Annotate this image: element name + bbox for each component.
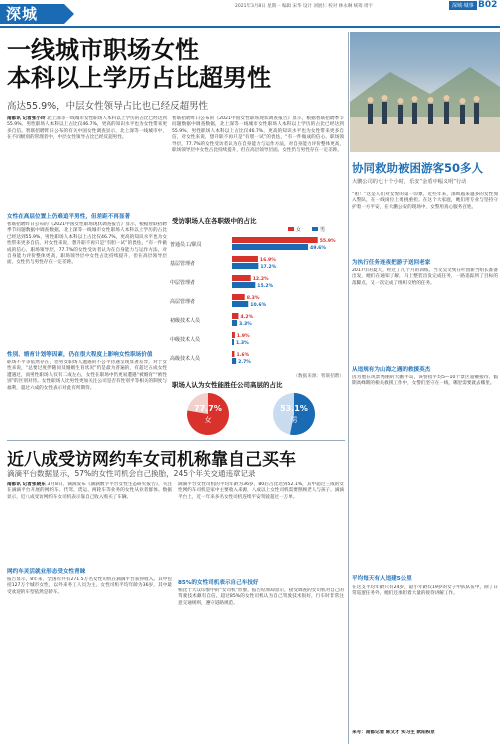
bar-value-label: 15.2% bbox=[257, 284, 274, 289]
news-photo bbox=[350, 32, 500, 152]
legend-swatch-1 bbox=[312, 227, 318, 231]
female-pie-value: 77.7% bbox=[194, 404, 222, 413]
category-label: 中层管理者 bbox=[170, 280, 196, 286]
bar-female bbox=[232, 256, 258, 262]
bar-value-label: 16.9% bbox=[259, 258, 276, 263]
story-divider bbox=[7, 440, 345, 441]
bar-chart bbox=[168, 225, 346, 380]
page-header bbox=[0, 0, 500, 26]
bar-male bbox=[232, 263, 258, 269]
bar-value-label: 17.2% bbox=[260, 265, 277, 270]
headline-line-2: 本科以上学历占比超男性 bbox=[7, 64, 271, 92]
category-label: 高层管理者 bbox=[170, 299, 196, 305]
bar-male bbox=[232, 358, 236, 364]
pie-chart-title: 职场人认为女性能胜任公司高层的占比 bbox=[172, 381, 283, 389]
edition-info: 2021年3月8日 星期一 编辑 宋华 设计 刘展仁 校对 林永琳 统筹 周宇 bbox=[235, 4, 374, 9]
story2-section-2-title: 85%的女性司机表示自己车技好 bbox=[178, 580, 259, 586]
lead-byline: 南都讯 记者张小玲 bbox=[7, 116, 46, 121]
category-label: 普通员工/职员 bbox=[170, 242, 202, 248]
bar-female bbox=[232, 313, 238, 319]
headline-line-1: 一线城市职场女性 bbox=[7, 36, 199, 64]
header-rule bbox=[0, 26, 500, 28]
column-divider bbox=[348, 32, 349, 744]
bar-male bbox=[232, 320, 237, 326]
lead-text: 北上深等一线城市女性职场人本科以上学历的占比已经达到55.9%，男性职场人本科以上占比仅46.7%，更高的知识水平也为女性带来更多自信。智联招聘昨日公布的有关中国女性调查显示，北上深等一线城市中，在不同级别的管理者中，中层女性领导占比已经反超男性。 bbox=[7, 116, 167, 141]
section-1-text: 智联招聘昨日公布的《2021中国女性职场现状调查报告》显示，根据智联招聘季节问题数据中调查数据，北上深等一线城市女性职场人本科以上学历的占比已经达到55.9%，男性职场人本科以上占比仅46.7%，更高的知识水平也为女性带来更多自信，对女性来说，想升职不再只是“有胆一试”的畏怯，“有一件做成的信心、职场领导层，77.7%的女性受访者认为在自身能力与运作方法，对自身能力评价整体更高，职场领导层中女性占比持续提升，但在高层领导层面，女性仍与男性存在一定差距。 bbox=[7, 222, 167, 266]
bar-male bbox=[232, 339, 234, 345]
bar-chart-title: 受访职场人在各职级中的占比 bbox=[172, 217, 257, 225]
page-number: B02 bbox=[478, 0, 498, 10]
right-section-2-title: 从违规有为山海之遇的救援英杰 bbox=[352, 367, 431, 373]
story2-headline: 近八成受访网约车女司机称靠自己买车 bbox=[7, 450, 296, 470]
bar-value-label: 3.3% bbox=[239, 322, 252, 327]
bar-male bbox=[232, 301, 248, 307]
bar-value-label: 8.3% bbox=[246, 296, 260, 301]
story2-col2-text: 滴滴平台女性司机的平均年龄为36岁，80后占比达到52.1%，其中超过三成的女性网约车司机是家中主要收入来源，八成以上女性司机需要照顾老人与孩子。滴滴平台上，近一年来多名女性司机连续平安驾驶超过一万单。 bbox=[178, 482, 344, 500]
right-article-title: 协同救助被困游客50多人 bbox=[352, 161, 484, 175]
story2-lead bbox=[7, 482, 172, 562]
right-section-3-text: 在这支平均年龄只有24岁，最小年龄仅19岁的女子中队队伍中，除了日常巡逻任务外，她们还承担着大量的接待讲解工作。 bbox=[352, 585, 498, 597]
bar-female bbox=[232, 332, 235, 338]
section-tag: 深城·城事 bbox=[449, 1, 477, 10]
section-2-text: 职场不平等依然存在，但男女职场人遭遇的不公平待遇呈现显著差异，对于女性来说，“总要过度伴随问及婚姻生育状况”仍是最为普遍的，有超过五成女性遭遇过，而男性职场人仅有二成左右，女性在职场中仍更易遭遇“被婚育”“被性别”的区别对待。女性职场人比男性更加关注公司是否有性别平等相关的制度与福利，超过六成的女性表示对此有所期待。 bbox=[7, 360, 167, 391]
category-label: 初级技术人员 bbox=[170, 318, 201, 324]
bar-value-label: 55.9% bbox=[319, 239, 336, 244]
legend-swatch-0 bbox=[288, 227, 294, 231]
male-pie-value: 53.1% bbox=[280, 404, 308, 413]
category-label: 中级技术人员 bbox=[170, 337, 201, 343]
lead-continued-text: 智联招聘昨日公布的《2021中国女性职场现状调查报告》显示，根据智联招聘季节问题数据中调查数据，北上深等一线城市女性职场人本科以上学历的占比已经达到55.9%，男性职场人本科以上占比仅46.7%，更高的知识水平也为女性带来更多自信，对女性来说，想升职不再只是“有胆一试”的畏怯，“有一件做成的信心、职场领导层，77.7%的女性受访者认为在自身能力与运作方法，对自身能力评价整体更高，职场领导层中女性占比持续提升，但在高层领导层面，女性仍与男性存在一定差距。 bbox=[172, 116, 344, 154]
chart-source: （数据来源：智联招聘） bbox=[293, 374, 344, 379]
female-pie-label: 女 bbox=[204, 416, 212, 424]
pie-chart bbox=[172, 390, 347, 438]
bar-value-label: 1.9% bbox=[236, 334, 250, 339]
headline-subtitle: 高达55.9%，中层女性领导占比也已经反超男性 bbox=[7, 101, 209, 112]
story2-subtitle: 滴滴平台数据显示，57%的女性司机会自己换胎，245个年关交通违章记录 bbox=[7, 469, 256, 478]
story2-section-2-text: 相比于大众印象中的“女司机”形象，报告结果却显示，接受调查的女司机对自己的驾驶技术颇有自信。超过85%的女性司机认为自己驾驶技术很好，行车时非常注意交通规则，遵守道路规范。 bbox=[178, 588, 344, 606]
bar-value-label: 1.3% bbox=[235, 341, 249, 346]
category-label: 高级技术人员 bbox=[170, 356, 201, 362]
bar-value-label: 1.6% bbox=[236, 353, 250, 358]
section-2-title: 性别、婚育计划等因素，仍在很大程度上影响女性职场价值 bbox=[7, 352, 153, 358]
right-section-1-text: 2017年的夏天，经过了几个月的训练，当文昊文隽在叶团新当组长准备出发，她们在通知了解，马上整装出发完成任务，一路追踪到了目标的落脚点，又一次完成了组织交给的任务。 bbox=[352, 268, 498, 286]
bar-value-label: 12.2% bbox=[252, 277, 269, 282]
bar-value-label: 49.6% bbox=[310, 246, 326, 251]
bar-value-label: 10.6% bbox=[250, 303, 267, 308]
section-badge: 深城 bbox=[0, 4, 64, 24]
right-lead-text: “咱！”这是人们对女警的第一印象，近些年来，深圳越来越多的女性加入警队，在一线岗位上勇挑重担。在这个大家庭，她们用专业与坚持守护着一方平安，在大鹏公安的现场中，女警用真心服务百姓。 bbox=[352, 192, 498, 210]
right-section-2-text: 因为他在风景秀丽的大鹏半岛，该警指平均5—10个景区超额接待、假期高峰期的相关救援工作中，女警们坚守在一线，哪里需要就去哪里。 bbox=[352, 375, 498, 387]
story2-lead-text: 3月8日，滴滴发布《滴滴数字平台女性生态研究报告》，关注在滴滴平台开展的网约车、代驾、货运、两轮车等业务的女性从业者群体。数据显示，近八成受访网约车女司机表示靠自己收入购买了车辆。 bbox=[7, 482, 172, 500]
bar-female bbox=[232, 294, 245, 300]
bar-female bbox=[232, 237, 318, 243]
category-label: 基层管理者 bbox=[170, 261, 196, 267]
bar-value-label: 4.2% bbox=[240, 315, 254, 320]
right-section-1-title: 为执行任务连夜把游子送回老家 bbox=[352, 260, 431, 266]
bar-male bbox=[232, 244, 308, 250]
story2-section-1-text: 报告显示，8年来，全国有共有271.5万名女性司机在滴滴平台获得收入。其中包括127万个城市女性，以外来务工人员为主，女性司机平均年龄为36岁，其中最受欢迎的车型依然是轿车。 bbox=[7, 577, 172, 595]
bar-female bbox=[232, 351, 234, 357]
bar-male bbox=[232, 282, 255, 288]
legend-label-0: 女 bbox=[296, 227, 302, 233]
bar-value-label: 2.7% bbox=[238, 360, 251, 365]
story2-byline: 南都讯 记者张晓东 bbox=[7, 482, 46, 487]
right-section-3-title: 平均每天有人违建5公里 bbox=[352, 576, 412, 582]
lead-paragraph bbox=[7, 116, 167, 202]
bar-female bbox=[232, 275, 251, 281]
male-pie-label: 男 bbox=[290, 416, 298, 424]
right-byline: 采写：南都记者 陈文才 实习生 欧阳积京 bbox=[352, 730, 435, 735]
right-article-subtitle: 大鹏公司的七十个小时，乐安“金盾中幅义明”行动 bbox=[352, 179, 467, 185]
story2-section-1-title: 网约车灵活就业形态受女性青睐 bbox=[7, 569, 86, 575]
legend-label-1: 男 bbox=[320, 227, 326, 233]
section-1-title: 女性在高层位置上仍难追平男性，但差距不再显著 bbox=[7, 214, 131, 220]
